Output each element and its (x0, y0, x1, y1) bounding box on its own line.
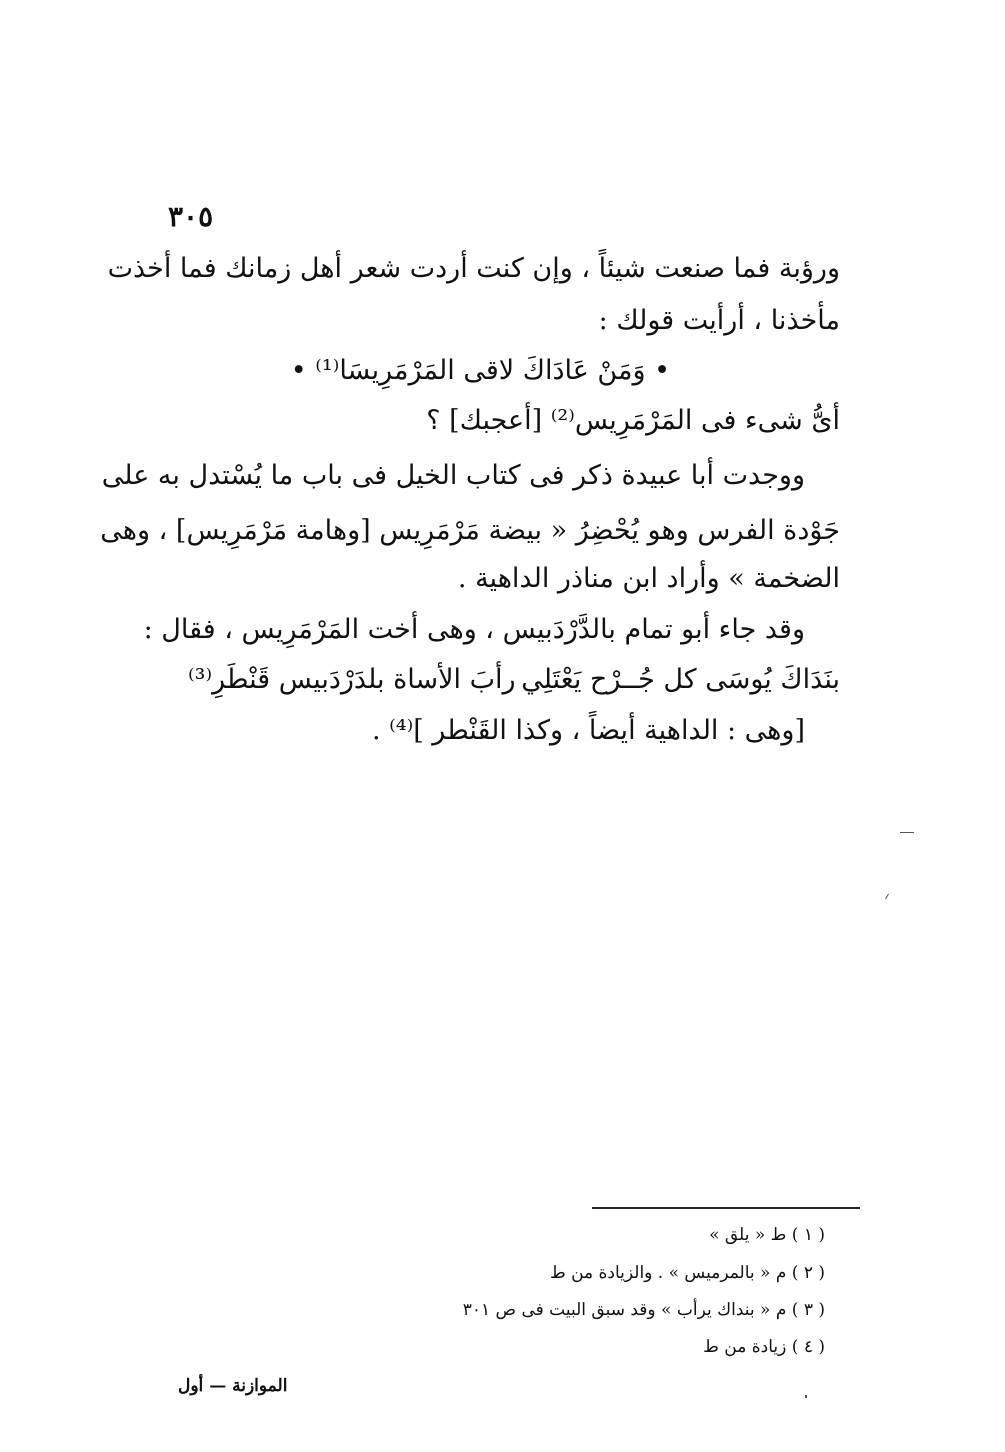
paragraph-3-line-1: وقد جاء أبو تمام بالدَّرْدَبيس ، وهى أخت المَرْمَرِيس ، فقال : (143, 614, 805, 645)
paragraph-3-line-2: [وهى : الداهية أيضاً ، وكذا القَنْطر ]⁽⁴⁾ . (371, 715, 805, 746)
scan-speck (805, 1395, 807, 1398)
footnote-marker: ( ٤ ) (791, 1337, 825, 1357)
footnote-4 (703, 1337, 825, 1357)
paragraph-2-line-1: ووجدت أبا عبيدة ذكر فى كتاب الخيل فى باب ما يُسْتدل به على (101, 460, 805, 491)
paragraph-2-line-2: جَوْدة الفرس وهو يُحْضِرُ « بيضة مَرْمَرِيس [وهامة مَرْمَرِيس] ، وهى (100, 515, 840, 546)
paragraph-2-line-3: الضخمة » وأراد ابن مناذر الداهية . (457, 563, 840, 594)
footnote-2 (550, 1263, 825, 1283)
footnote-marker: ( ١ ) (791, 1225, 825, 1245)
scan-speck (885, 894, 889, 900)
footnote-marker: ( ٣ ) (791, 1300, 825, 1320)
page-number: ٣٠٥ (168, 200, 214, 233)
signature-mark: الموازنة — أول (178, 1376, 288, 1396)
footnote-text: م « بالمرميس » . والزيادة من ط (549, 1263, 787, 1283)
paragraph-1-line-1: ورؤبة فما صنعت شيئاً ، وإن كنت أردت شعر أهل زمانك فما أخذت (107, 253, 840, 284)
verse-second-hemistich: رأبَ الأساة بلدَرْدَبيس قَنْطَرِ⁽³⁾ (188, 664, 516, 695)
quoted-verse: • وَمَنْ عَادَاكَ لاقى المَرْمَرِيسَا⁽¹⁾ • (290, 355, 670, 386)
footnote-1 (709, 1225, 825, 1245)
footnote-text: زيادة من ط (703, 1337, 787, 1357)
footnote-3 (463, 1300, 825, 1320)
question-line: أىُّ شىء فى المَرْمَرِيس⁽²⁾ [أعجبك] ؟ (426, 405, 840, 436)
footnote-text: م « بنداك يرأب » وقد سبق البيت فى ص ٣٠١ (462, 1300, 787, 1320)
verse-first-hemistich: بنَدَاكَ يُوسَى كل جُــرْح يَعْتَلِي (521, 664, 840, 695)
footnote-marker: ( ٢ ) (791, 1263, 825, 1283)
footnote-text: ط « يلق » (709, 1225, 787, 1245)
footnote-separator (592, 1207, 860, 1209)
paragraph-1-line-2: مأخذنا ، أرأيت قولك : (598, 305, 840, 336)
scan-speck (900, 832, 914, 833)
